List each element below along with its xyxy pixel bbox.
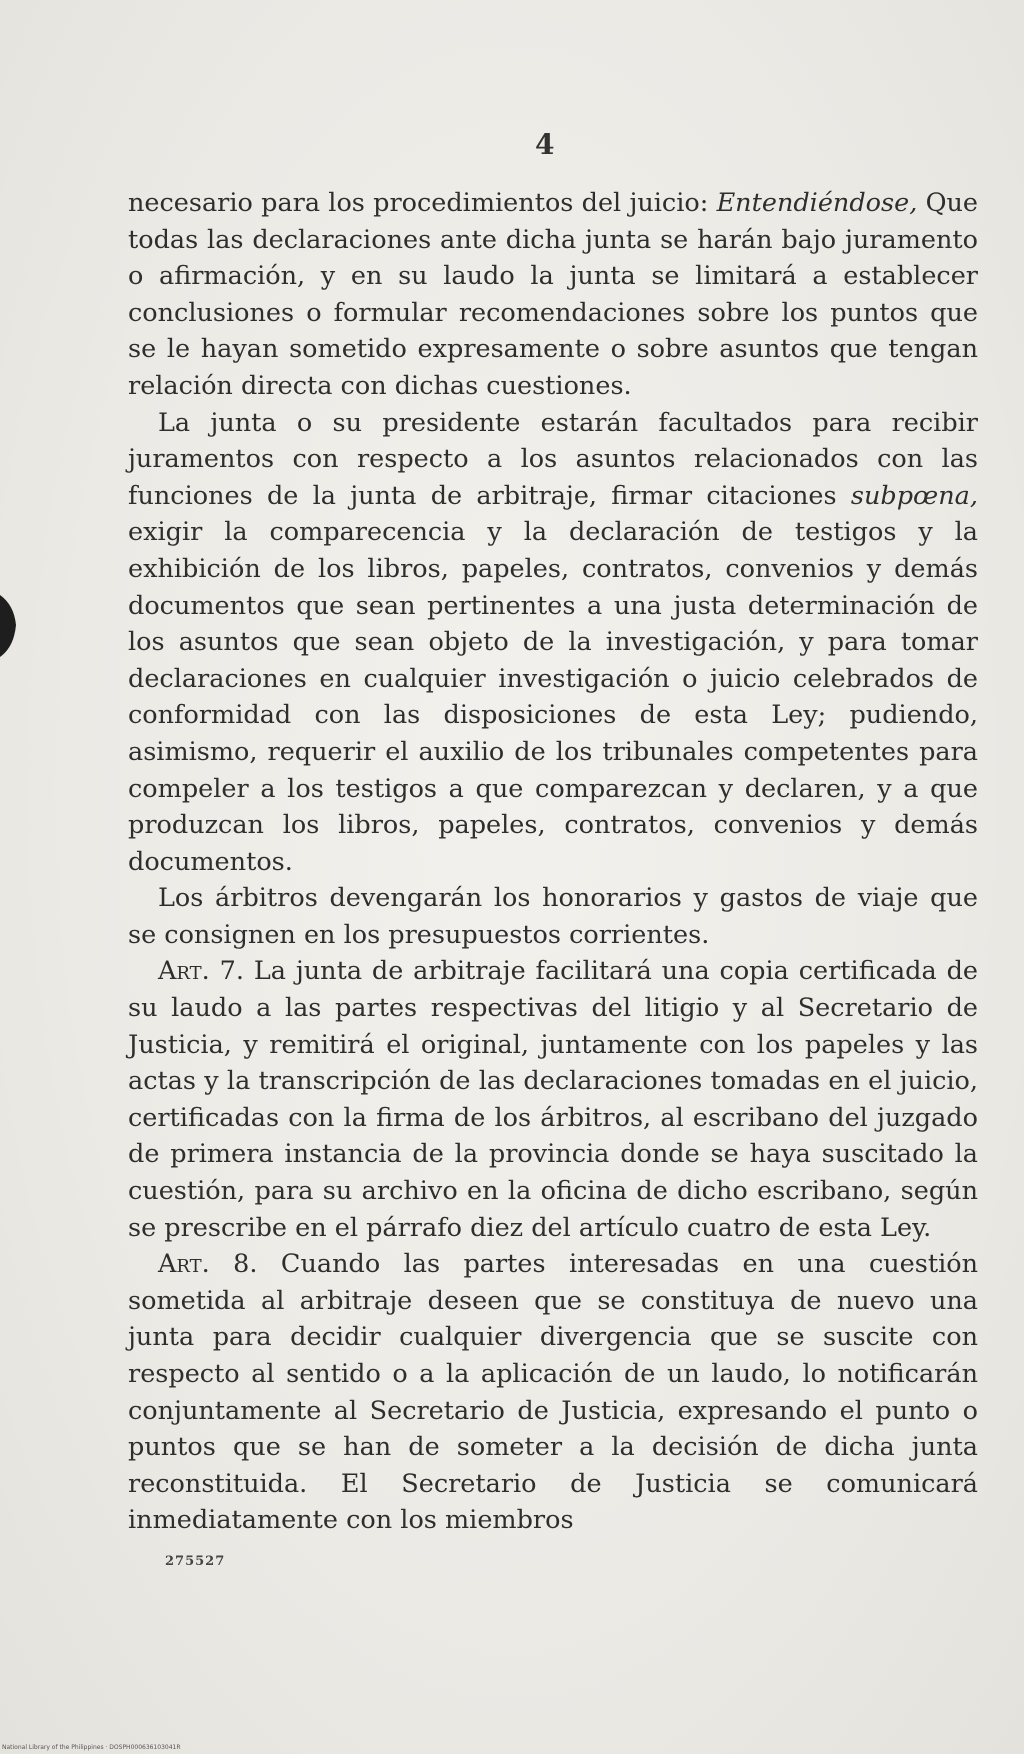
text-run: Que todas las declaraciones ante dicha junta se harán bajo juramento o afirmación, y en su laudo la junta se limitará a establecer conclusiones o formular recomendaciones sobre los puntos que se le hayan sometido expresamente o sobre asuntos que tengan relación directa con dichas cuestiones. xyxy=(128,188,978,401)
page-number: 4 xyxy=(535,128,555,161)
paragraph-3 xyxy=(128,880,978,953)
body-text xyxy=(128,185,978,1539)
catalog-number: 275527 xyxy=(165,1554,226,1569)
text-run: necesario para los procedimientos del juicio: xyxy=(128,188,717,218)
paragraph-article-7 xyxy=(128,953,978,1246)
text-run: 7. La junta de arbitraje facilitará una copia certificada de su laudo a las partes respectivas del litigio y al Secretario de Justicia, y remitirá el original, juntamente con los papeles y las actas y la transcripción de las declaraciones tomadas en el juicio, certificadas con la firma de los árbitros, al escribano del juzgado de primera instancia de la provincia donde se haya suscitado la cuestión, para su archivo en la oficina de dicho escribano, según se prescribe en el párrafo diez del artículo cuatro de esta Ley. xyxy=(128,956,978,1243)
text-run: exigir la comparecencia y la declaración de testigos y la exhibición de los libros, papeles, contratos, convenios y demás documentos que sean pertinentes a una justa determinación de los asuntos que sean objeto de la investigación, y para tomar declaraciones en cualquier investigación o juicio celebrados de conformidad con las disposiciones de esta Ley; pudiendo, asimismo, requerir el auxilio de los tribunales competentes para compeler a los testigos a que comparezcan y declaren, y a que produzcan los libros, papeles, contratos, convenios y demás documentos. xyxy=(128,517,978,877)
binding-shadow-mark xyxy=(0,585,22,665)
text-run-italic: Entendiéndose, xyxy=(716,188,918,218)
article-label: Art. xyxy=(158,1249,210,1280)
paragraph-article-8 xyxy=(128,1246,978,1539)
scan-footer: National Library of the Philippines · DOSPH000636103041R xyxy=(2,1744,181,1751)
text-run: Los árbitros devengarán los honorarios y gastos de viaje que se consignen en los presupuestos corrientes. xyxy=(128,883,978,950)
article-label: Art. xyxy=(158,956,210,987)
text-run: La junta o su presidente estarán facultados para recibir juramentos con respecto a los asuntos relacionados con las funciones de la junta de arbitraje, firmar citaciones xyxy=(128,407,978,511)
text-run: 8. Cuando las partes interesadas en una cuestión sometida al arbitraje deseen que se constituya de nuevo una junta para decidir cualquier divergencia que se suscite con respecto al sentido o a la aplicación de un laudo, lo notificarán conjuntamente al Secretario de Justicia, expresando el punto o puntos que se han de someter a la decisión de dicha junta reconstituida. El Secretario de Justicia se comunicará inmediatamente con los miembros xyxy=(128,1249,978,1536)
paragraph-1 xyxy=(128,185,978,405)
paragraph-2 xyxy=(128,405,978,881)
text-run-italic: subpœna, xyxy=(850,480,978,511)
